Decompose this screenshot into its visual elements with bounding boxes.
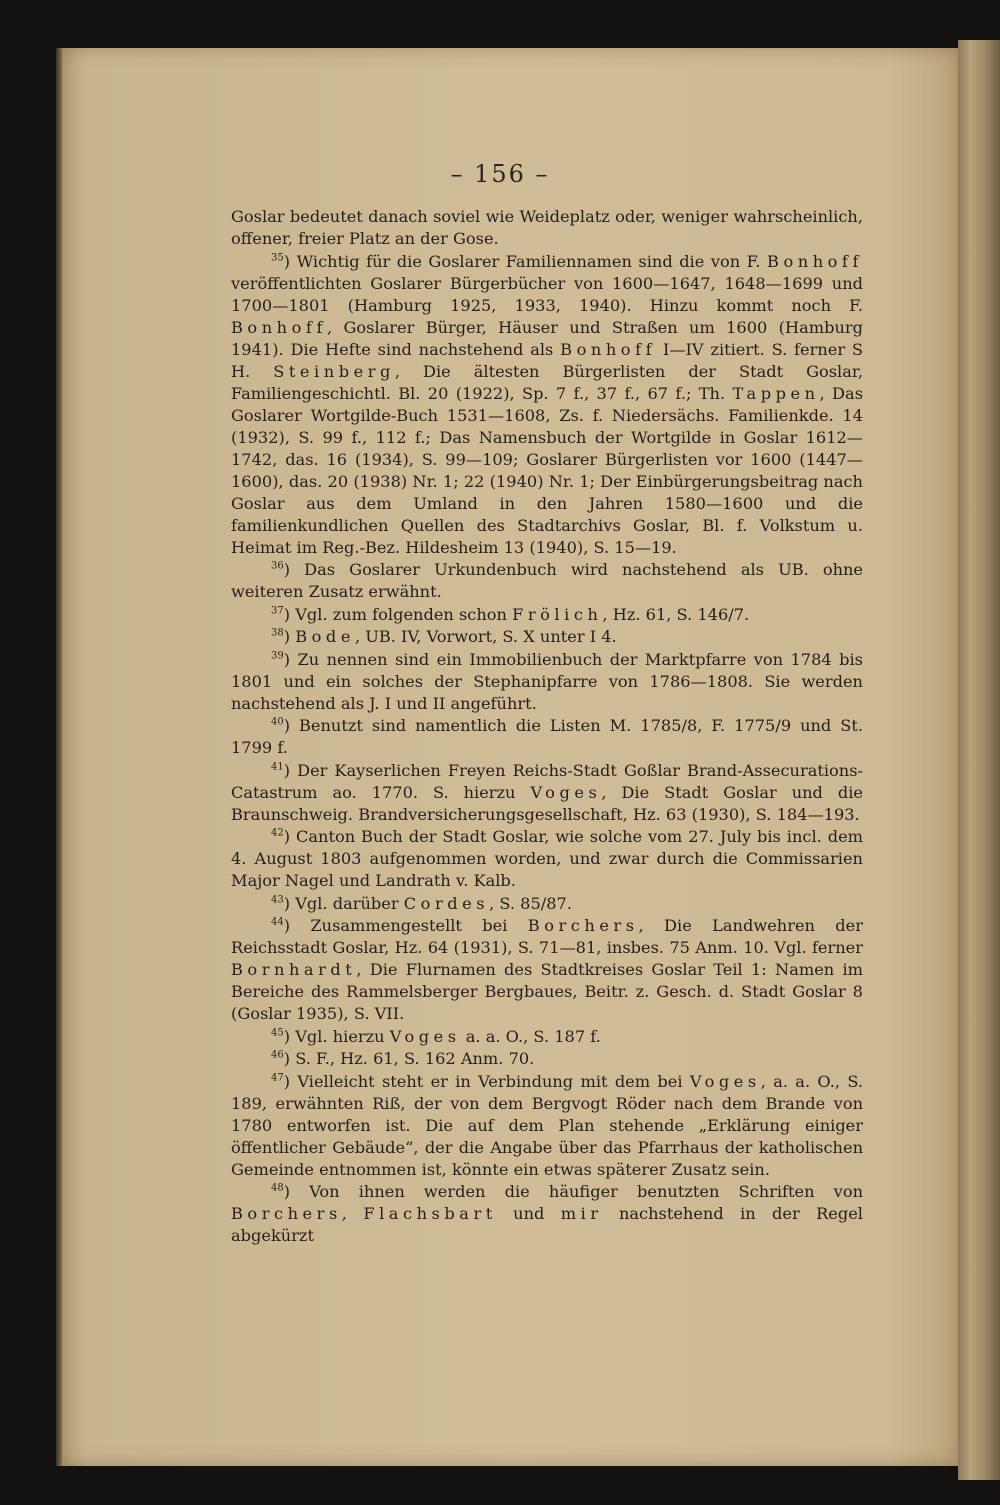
- footnote-45: $^{45}$) Vgl. hierzu Voges a. a. O., S. 187 f.: [271, 1026, 601, 1046]
- footnote-35: $^{35}$) Wichtig für die Goslarer Familiennamen sind die von F. Bonhoff veröffentlichten Goslarer Bürgerbücher von 1600—1647, 1648—1699 und 1700—1801 (Hamburg 1925, 1933, 1940). Hinzu kommt noch F. Bonhoff, Goslarer Bürger, Häuser und Straßen um 1600 (Hamburg 1941). Die Hefte sind nachstehend als Bonhoff I—IV zitiert. S. ferner S H. Steinberg, Die ältesten Bürgerlisten der Stadt Goslar, Familiengeschichtl. Bl. 20 (1922), Sp. 7 f., 37 f., 67 f.; Th. Tappen, Das Goslarer Wortgilde-Buch 1531—1608, Zs. f. Niedersächs. Familienkde. 14 (1932), S. 99 f., 112 f.; Das Namensbuch der Wortgilde in Goslar 1612—1742, das. 16 (1934), S. 99—109; Goslarer Bürgerlisten vor 1600 (1447—1600), das. 20 (1938) Nr. 1; 22 (1940) Nr. 1; Der Einbürgerungsbeitrag nach Goslar aus dem Umland in den Jahren 1580—1600 und die familienkundlichen Quellen des Stadtarchivs Goslar, Bl. f. Volkstum u. Heimat im Reg.-Bez. Hildesheim 13 (1940), S. 15—19.: [231, 251, 863, 557]
- footnote-46: $^{46}$) S. F., Hz. 61, S. 162 Anm. 70.: [271, 1049, 535, 1068]
- footnote-39: $^{39}$) Zu nennen sind ein Immobilienbuch der Marktpfarre von 1784 bis 1801 und ein solches der Stephanipfarre von 1786—1808. Sie werden nachstehend als J. I und II angeführt.: [231, 649, 863, 713]
- spaced-author-name: mir: [560, 1204, 603, 1223]
- spaced-author-name: Tappen: [732, 383, 820, 403]
- footnote-text: Vgl. darüber: [295, 893, 404, 913]
- page-edges: [958, 40, 1000, 1480]
- spaced-author-name: Borchers: [231, 1204, 342, 1223]
- footnote-text: , UB. IV, Vorwort, S. X unter I 4.: [354, 627, 617, 646]
- page-body: [231, 206, 863, 1248]
- spaced-author-name: Bornhardt: [231, 960, 357, 979]
- footnote-text: Das Goslarer Urkundenbuch wird nachstehend als UB. ohne weiteren Zusatz erwähnt.: [231, 560, 863, 601]
- spaced-author-name: Voges: [689, 1071, 761, 1091]
- footnote-text: , Die Flurnamen des Stadtkreises Goslar Teil 1: Namen im Bereiche des Rammelsberger Bergbaues, Beitr. z. Gesch. d. Stadt Goslar 8 (Goslar 1935), S. VII.: [231, 960, 863, 1023]
- footnote-text: , S. 85/87.: [489, 893, 572, 913]
- footnote-number: 44: [271, 916, 284, 928]
- footnote-text: , a. a. O., S. 189, erwähnten Riß, der von dem Bergvogt Röder nach dem Brande von 1780 entworfen ist. Die auf dem Plan stehende „Erklärung einiger öffentlicher Gebäude“, der die Angabe über das Pfarrhaus der katholischen Gemeinde entnommen ist, könnte ein etwas späterer Zusatz sein.: [231, 1071, 863, 1179]
- footnote-number: 37: [271, 605, 284, 617]
- footnote-43: $^{43}$) Vgl. darüber Cordes, S. 85/87.: [271, 893, 572, 913]
- footnote-number: 47: [271, 1072, 284, 1084]
- footnote-number: 42: [271, 827, 284, 839]
- footnote-text: a. a. O., S. 187 f.: [460, 1026, 601, 1046]
- footnote-44: $^{44}$) Zusammengestellt bei Borchers, Die Landwehren der Reichsstadt Goslar, Hz. 64 (1931), S. 71—81, insbes. 75 Anm. 10. Vgl. ferner Bornhardt, Die Flurnamen des Stadtkreises Goslar Teil 1: Namen im Bereiche des Rammelsberger Bergbaues, Beitr. z. Gesch. d. Stadt Goslar 8 (Goslar 1935), S. VII.: [231, 916, 863, 1023]
- spaced-author-name: Flachsbart: [363, 1204, 497, 1223]
- footnote-number: 36: [271, 560, 284, 572]
- footnote-number: 38: [271, 627, 284, 639]
- footnote-text: I—IV zitiert. S. ferner S H.: [231, 339, 863, 381]
- footnote-text: veröffentlichten Goslarer Bürgerbücher von 1600—1647, 1648—1699 und 1700—1801 (Hamburg 1925, 1933, 1940). Hinzu kommt noch F.: [231, 273, 863, 315]
- footnote-text: Benutzt sind namentlich die Listen M. 1785/8, F. 1775/9 und St. 1799 f.: [231, 716, 863, 757]
- footnote-48: $^{48}$) Von ihnen werden die häufiger benutzten Schriften von Borchers, Flachsbart und mir nachstehend in der Regel abgekürzt: [231, 1182, 864, 1245]
- spaced-author-name: Voges: [530, 782, 602, 802]
- footnote-text: , Die Landwehren der Reichsstadt Goslar, Hz. 64 (1931), S. 71—81, insbes. 75 Anm. 10. Vgl. ferner: [231, 916, 863, 957]
- footnote-number: 41: [271, 761, 284, 773]
- footnote-40: $^{40}$) Benutzt sind namentlich die Listen M. 1785/8, F. 1775/9 und St. 1799 f.: [231, 716, 863, 757]
- footnote-number: 39: [271, 650, 284, 662]
- spaced-author-name: Steinberg: [273, 361, 395, 381]
- spaced-author-name: Borchers: [527, 916, 639, 935]
- footnote-text: Zu nennen sind ein Immobilienbuch der Marktpfarre von 1784 bis 1801 und ein solches der Stephanipfarre von 1786—1808. Sie werden nachstehend als J. I und II angeführt.: [231, 649, 863, 713]
- footnote-number: 46: [271, 1049, 284, 1061]
- footnote-number: 43: [271, 894, 284, 906]
- footnote-36: $^{36}$) Das Goslarer Urkundenbuch wird nachstehend als UB. ohne weiteren Zusatz erwähnt.: [231, 560, 863, 601]
- footnote-number: 45: [271, 1027, 284, 1039]
- footnote-text: , Hz. 61, S. 146/7.: [602, 604, 750, 624]
- spaced-author-name: Bonhoff: [560, 339, 657, 359]
- footnote-42: $^{42}$) Canton Buch der Stadt Goslar, wie solche vom 27. July bis incl. dem 4. August 1803 aufgenommen worden, und zwar durch die Commissarien Major Nagel und Landrath v. Kalb.: [231, 827, 863, 890]
- footnote-text: Canton Buch der Stadt Goslar, wie solche vom 27. July bis incl. dem 4. August 1803 aufgenommen worden, und zwar durch die Commissarien Major Nagel und Landrath v. Kalb.: [231, 827, 863, 890]
- footnote-text: Der Kayserlichen Freyen Reichs-Stadt Goßlar Brand-Assecurations-Catastrum ao. 1770. S. hierzu: [231, 760, 863, 802]
- footnote-text: Zusammengestellt bei: [310, 916, 528, 935]
- footnote-text: , Die Stadt Goslar und die Braunschweig. Brandversicherungsgesellschaft, Hz. 63 (1930), S. 184—193.: [231, 782, 863, 824]
- spaced-author-name: Voges: [389, 1026, 461, 1046]
- footnote-37: $^{37}$) Vgl. zum folgenden schon Frölich, Hz. 61, S. 146/7.: [271, 604, 750, 624]
- footnote-text: S. F., Hz. 61, S. 162 Anm. 70.: [295, 1049, 535, 1068]
- footnote-38: $^{38}$) Bode, UB. IV, Vorwort, S. X unter I 4.: [271, 627, 617, 646]
- footnote-number: 48: [271, 1182, 284, 1194]
- footnote-text: Vielleicht steht er in Verbindung mit dem bei: [297, 1071, 690, 1091]
- continuation-paragraph: Goslar bedeutet danach soviel wie Weideplatz oder, weniger wahrscheinlich, offener, freier Platz an der Gose.: [231, 207, 863, 248]
- footnote-text: , Die ältesten Bürgerlisten der Stadt Goslar, Familiengeschichtl. Bl. 20 (1922), Sp. 7 f., 37 f., 67 f.; Th.: [231, 361, 863, 403]
- footnote-47: $^{47}$) Vielleicht steht er in Verbindung mit dem bei Voges, a. a. O., S. 189, erwähnten Riß, der von dem Bergvogt Röder nach dem Brande von 1780 entworfen ist. Die auf dem Plan stehende „Erklärung einiger öffentlicher Gebäude“, der die Angabe über das Pfarrhaus der katholischen Gemeinde entnommen ist, könnte ein etwas späterer Zusatz sein.: [231, 1071, 863, 1179]
- footnote-text: Vgl. zum folgenden schon: [295, 604, 513, 624]
- footnote-text: ,: [341, 1204, 364, 1223]
- spaced-author-name: Bode: [295, 627, 355, 646]
- spaced-author-name: Bonhoff: [767, 251, 863, 271]
- footnote-text: Vgl. hierzu: [295, 1026, 390, 1046]
- spaced-author-name: Frölich: [512, 604, 603, 624]
- footnote-text: , Goslarer Bürger, Häuser und Straßen um 1600 (Hamburg 1941). Die Hefte sind nachstehend als: [231, 317, 863, 359]
- footnote-41: $^{41}$) Der Kayserlichen Freyen Reichs-Stadt Goßlar Brand-Assecurations-Catastrum ao. 1770. S. hierzu Voges, Die Stadt Goslar und die Braunschweig. Brandversicherungsgesellschaft, Hz. 63 (1930), S. 184—193.: [231, 760, 863, 824]
- spaced-author-name: Bonhoff: [231, 317, 327, 337]
- page-number: – 156 –: [450, 160, 550, 188]
- footnote-number: 40: [271, 716, 284, 728]
- footnote-text: nachstehend in der Regel abgekürzt: [231, 1204, 863, 1245]
- footnote-number: 35: [271, 252, 284, 264]
- footnote-text: Von ihnen werden die häufiger benutzten Schriften von: [309, 1182, 864, 1201]
- footnote-text: Wichtig für die Goslarer Familiennamen sind die von F.: [296, 251, 768, 271]
- spaced-author-name: Cordes: [403, 893, 490, 913]
- footnotes: [231, 251, 863, 1248]
- footnote-text: und: [496, 1204, 561, 1223]
- footnote-text: , Das Goslarer Wortgilde-Buch 1531—1608, Zs. f. Niedersächs. Familienkde. 14 (1932), S. 99 f., 112 f.; Das Namensbuch der Wortgilde in Goslar 1612—1742, das. 16 (1934), S. 99—109; Goslarer Bürgerlisten vor 1600 (1447—1600), das. 20 (1938) Nr. 1; 22 (1940) Nr. 1; Der Einbürgerungsbeitrag nach Goslar aus dem Umland in den Jahren 1580—1600 und die familienkundlichen Quellen des Stadtarchivs Goslar, Bl. f. Volkstum u. Heimat im Reg.-Bez. Hildesheim 13 (1940), S. 15—19.: [231, 383, 863, 557]
